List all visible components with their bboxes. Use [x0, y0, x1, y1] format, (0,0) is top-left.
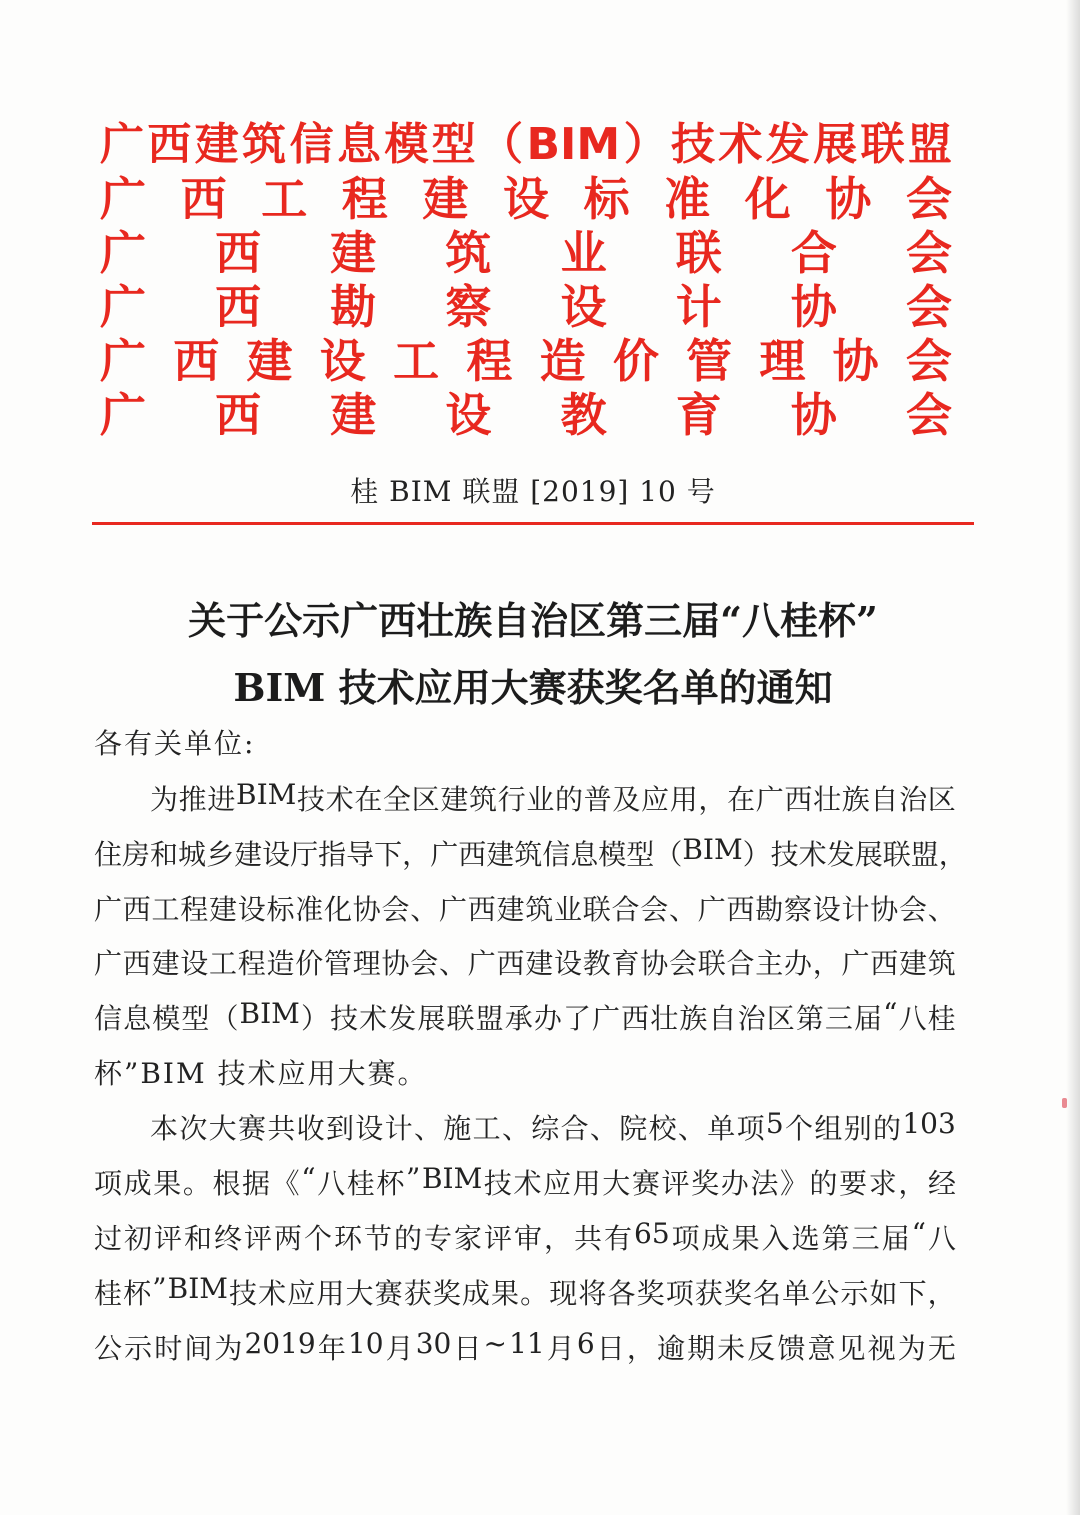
body-line: 项 成 果 。 根 据 《 “ 八 桂 杯 ” BIM 技 术 应 用 大 赛 评 奖 办 法 》 的 要 求 ， 经: [94, 1162, 956, 1200]
document-number: 桂 BIM 联盟 [2019] 10 号: [350, 475, 716, 508]
body-line: 过 初 评 和 终 评 两 个 环 节 的 专 家 评 审 ， 共 有 65 项 成 果 入 选 第 三 届 “ 八: [94, 1217, 956, 1255]
body-line: 公 示 时 间 为 2019 年 10 月 30 日 ~ 11 月 6 日 ， 逾 期 未 反 馈 意 见 视 为 无: [94, 1327, 956, 1365]
page-edge-shadow: [1066, 0, 1080, 1515]
letterhead-org-line: 广 西 建 设 教 育 协 会: [100, 388, 952, 442]
notice-title-line-1: 关于公示广西壮族自治区第三届“八桂杯”: [188, 598, 878, 643]
salutation: 各有关单位:: [94, 727, 256, 760]
body-line: 住 房 和 城 乡 建 设 厅 指 导 下 ， 广 西 建 筑 信 息 模 型 （ BIM ） 技 术 发 展 联 盟 ，: [94, 833, 967, 871]
letterhead-org-line: 广 西 勘 察 设 计 协 会: [100, 280, 952, 334]
body-line: 广 西 建 设 工 程 造 价 管 理 协 会 、 广 西 建 设 教 育 协 会 联 合 主 办 ， 广 西 建 筑: [94, 947, 956, 980]
letterhead-org-line: 广 西 工 程 建 设 标 准 化 协 会: [100, 172, 952, 226]
letterhead-org-line: 广 西 建 筑 业 联 合 会: [100, 226, 952, 280]
body-line: 为 推 进 BIM 技 术 在 全 区 建 筑 行 业 的 普 及 应 用 ， 在 广 西 壮 族 自 治 区: [150, 778, 956, 816]
letterhead-org-line: 广 西 建 设 工 程 造 价 管 理 协 会: [100, 334, 952, 388]
paper-mark: [1062, 1098, 1067, 1108]
letterhead: [100, 118, 952, 442]
body-line: 本 次 大 赛 共 收 到 设 计 、 施 工 、 综 合 、 院 校 、 单 项 5 个 组 别 的 103: [150, 1107, 956, 1145]
letterhead-org-line: 广 西 建 筑 信 息 模 型 （ BIM ） 技 术 发 展 联 盟: [100, 119, 952, 170]
body-line: 杯”BIM 技术应用大赛。: [94, 1057, 428, 1090]
body-line: 广 西 工 程 建 设 标 准 化 协 会 、 广 西 建 筑 业 联 合 会 、 广 西 勘 察 设 计 协 会 、: [94, 893, 956, 926]
body-line: 桂 杯 ” BIM 技 术 应 用 大 赛 获 奖 成 果 。 现 将 各 奖 项 获 奖 名 单 公 示 如 下 ，: [94, 1272, 956, 1310]
body-line: 信 息 模 型 （ BIM ） 技 术 发 展 联 盟 承 办 了 广 西 壮 族 自 治 区 第 三 届 “ 八 桂: [94, 997, 956, 1035]
red-divider-line: [92, 522, 974, 525]
notice-title-line-2: BIM 技术应用大赛获奖名单的通知: [233, 665, 833, 710]
